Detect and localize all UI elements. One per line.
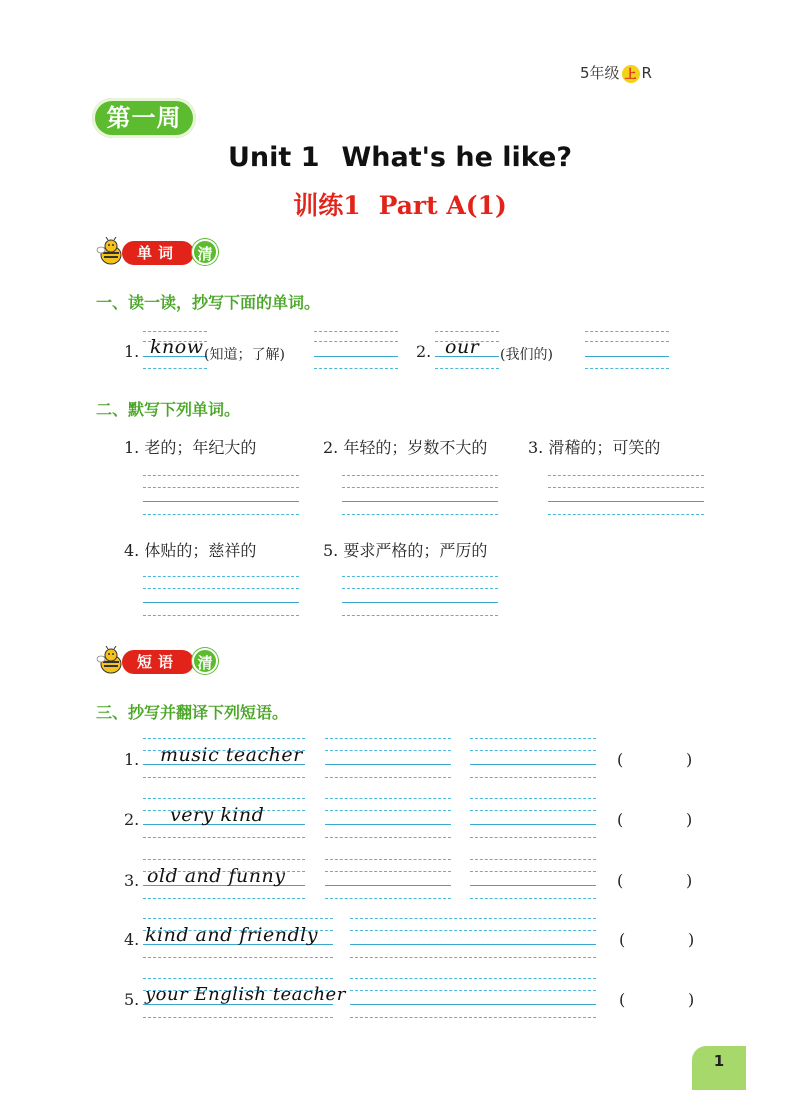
answer-lines[interactable]	[350, 918, 596, 958]
answer-lines[interactable]	[143, 475, 299, 515]
paren-close: )	[688, 930, 695, 949]
section-label: 短语	[122, 650, 194, 674]
lesson-number: 1	[343, 191, 361, 220]
paren-close: )	[686, 750, 693, 769]
qing-icon: 清	[192, 239, 218, 265]
q2-item-4: 4. 体贴的；慈祥的	[124, 541, 257, 560]
section-label: 单词	[122, 241, 194, 265]
qing-icon: 清	[192, 648, 218, 674]
answer-lines[interactable]	[342, 475, 498, 515]
q3-phrase-5: your English teacher	[145, 984, 346, 1005]
q3-item-2-number: 2.	[124, 810, 140, 829]
q1-item-1-number: 1.	[124, 342, 140, 361]
answer-lines[interactable]	[143, 576, 299, 616]
answer-lines[interactable]	[350, 978, 596, 1018]
q3-instruction: 三、抄写并翻译下列短语。	[96, 703, 289, 722]
unit-name: What's he like?	[341, 142, 572, 173]
section-badge-words	[96, 237, 221, 267]
grade-text: 5年级	[580, 64, 620, 82]
paren-open: (	[619, 990, 626, 1009]
paren-open: (	[617, 810, 624, 829]
answer-lines[interactable]	[325, 738, 451, 778]
q1-meaning-1: (知道；了解)	[204, 347, 285, 363]
q2-item-3: 3. 滑稽的；可笑的	[528, 438, 661, 457]
q2-item-1: 1. 老的；年纪大的	[124, 438, 257, 457]
q1-item-2-number: 2.	[416, 342, 432, 361]
q3-phrase-3: old and funny	[147, 865, 286, 887]
q2-item-5: 5. 要求严格的；严厉的	[323, 541, 488, 560]
paren-close: )	[688, 990, 695, 1009]
q1-instruction: 一、读一读，抄写下面的单词。	[96, 293, 321, 312]
q3-phrase-1: music teacher	[160, 744, 303, 766]
unit-number: Unit 1	[227, 142, 320, 173]
semester-badge: 上	[622, 65, 640, 83]
paren-open: (	[617, 871, 624, 890]
answer-lines[interactable]	[470, 798, 596, 838]
q3-item-3-number: 3.	[124, 871, 140, 890]
paren-close: )	[686, 810, 693, 829]
q3-phrase-2: very kind	[170, 804, 265, 826]
grade-label	[580, 62, 652, 83]
answer-lines[interactable]	[325, 798, 451, 838]
q1-meaning-2: (我们的)	[500, 347, 553, 363]
answer-lines[interactable]	[470, 859, 596, 899]
lesson-title	[0, 186, 800, 222]
section-badge-phrases	[96, 646, 221, 676]
unit-title	[0, 142, 800, 173]
answer-lines[interactable]	[585, 331, 669, 369]
lesson-label: 训练	[293, 191, 344, 220]
q2-item-2: 2. 年轻的；岁数不大的	[323, 438, 488, 457]
q3-item-1-number: 1.	[124, 750, 140, 769]
answer-lines[interactable]	[548, 475, 704, 515]
lesson-part: Part A(1)	[378, 191, 507, 220]
q1-word-1: know	[150, 336, 204, 358]
answer-lines[interactable]	[342, 576, 498, 616]
q2-instruction: 二、默写下列单词。	[96, 400, 241, 419]
page-number: 1	[692, 1046, 746, 1090]
week-badge: 第一周	[92, 98, 196, 138]
answer-lines[interactable]	[470, 738, 596, 778]
q3-phrase-4: kind and friendly	[145, 924, 318, 946]
paren-open: (	[619, 930, 626, 949]
answer-lines[interactable]	[314, 331, 398, 369]
q3-item-4-number: 4.	[124, 930, 140, 949]
paren-close: )	[686, 871, 693, 890]
paren-open: (	[617, 750, 624, 769]
q1-word-2: our	[445, 336, 480, 358]
answer-lines[interactable]	[325, 859, 451, 899]
edition-text: R	[641, 64, 652, 82]
q3-item-5-number: 5.	[124, 990, 140, 1009]
